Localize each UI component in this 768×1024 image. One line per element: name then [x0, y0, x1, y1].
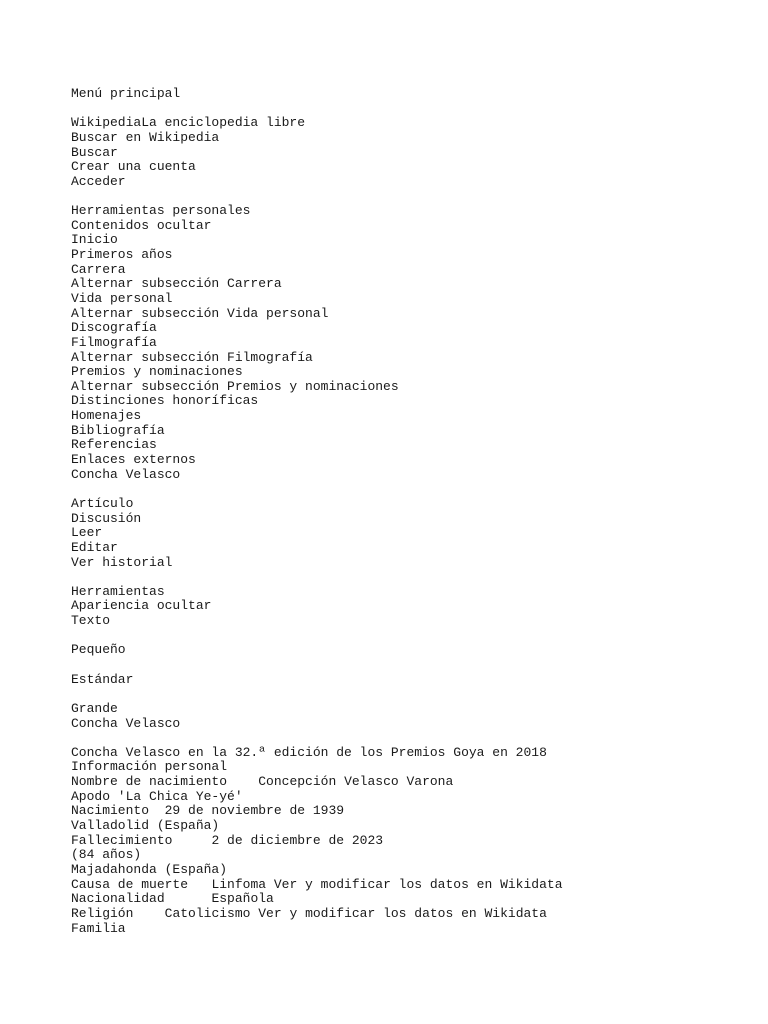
infobox-row-religion [71, 907, 761, 922]
toc-toggle-carrera[interactable]: Alternar subsección Carrera [71, 276, 282, 292]
infobox-label: Causa de muerte [71, 876, 189, 892]
text-size-standard-option[interactable]: Estándar [71, 671, 134, 687]
infobox-value[interactable]: Linfoma Ver y modificar los datos en Wikidata [211, 876, 563, 892]
text-size-large-option[interactable]: Grande [71, 700, 118, 716]
toc-item-bibliografia[interactable]: Bibliografía [71, 422, 165, 438]
tab-edit[interactable]: Editar [71, 539, 118, 555]
infobox-death-place[interactable]: Majadahonda (España) [71, 861, 228, 877]
infobox-image-caption: Concha Velasco en la 32.ª edición de los Premios Goya en 2018 [71, 744, 547, 760]
infobox-row-death [71, 834, 761, 849]
infobox-row-birth [71, 804, 761, 819]
toc-item-premios[interactable]: Premios y nominaciones [71, 364, 243, 380]
text-size-heading: Texto [71, 613, 111, 629]
site-logo-link[interactable]: WikipediaLa enciclopedia libre [71, 115, 306, 131]
infobox-label: Religión [71, 905, 134, 921]
infobox-value[interactable]: Catolicismo Ver y modificar los datos en Wikidata [164, 905, 547, 921]
main-menu-button[interactable]: Menú principal [71, 86, 181, 101]
infobox-section-family: Familia [71, 920, 126, 936]
infobox-label: Nombre de nacimiento [71, 774, 228, 790]
spacer [71, 189, 761, 204]
infobox-label: Fallecimiento [71, 832, 173, 848]
infobox-row-birth-name [71, 775, 761, 790]
toc-toggle-premios[interactable]: Alternar subsección Premios y nominaciones [71, 378, 399, 394]
toc-item-enlaces-externos[interactable]: Enlaces externos [71, 452, 196, 468]
infobox-value: Española [211, 891, 274, 907]
toc-item-homenajes[interactable]: Homenajes [71, 408, 142, 424]
tab-history[interactable]: Ver historial [71, 554, 173, 570]
spacer [71, 629, 761, 644]
tab-discussion[interactable]: Discusión [71, 510, 142, 526]
personal-tools-menu[interactable]: Herramientas personales [71, 203, 251, 219]
toc-toggle-vida-personal[interactable]: Alternar subsección Vida personal [71, 305, 329, 321]
toc-item-referencias[interactable]: Referencias [71, 437, 157, 453]
infobox-value: Concepción Velasco Varona [258, 774, 454, 790]
tab-read[interactable]: Leer [71, 525, 103, 541]
page-content [71, 87, 761, 936]
login-link[interactable]: Acceder [71, 173, 126, 189]
article-title: Concha Velasco [71, 715, 181, 731]
spacer [71, 570, 761, 585]
infobox-label: Nacionalidad [71, 891, 165, 907]
infobox-row-nickname: Apodo 'La Chica Ye-yé' [71, 788, 243, 804]
toc-item-inicio[interactable]: Inicio [71, 232, 118, 248]
toc-hide-toggle[interactable]: Contenidos ocultar [71, 217, 212, 233]
infobox-row-nationality [71, 892, 761, 907]
infobox-value[interactable]: 2 de diciembre de 2023 [211, 832, 384, 848]
spacer [71, 687, 761, 702]
search-input[interactable]: Buscar en Wikipedia [71, 129, 220, 145]
text-size-small-option[interactable]: Pequeño [71, 642, 126, 658]
toc-item-primeros-anos[interactable]: Primeros años [71, 247, 173, 263]
infobox-section-personal: Información personal [71, 759, 228, 775]
search-button[interactable]: Buscar [71, 144, 118, 160]
create-account-link[interactable]: Crear una cuenta [71, 159, 196, 175]
toc-page-title: Concha Velasco [71, 466, 181, 482]
infobox-row-cause [71, 878, 761, 893]
infobox-birth-place[interactable]: Valladolid (España) [71, 818, 220, 834]
infobox-value[interactable]: 29 de noviembre de 1939 [164, 803, 345, 819]
tab-article[interactable]: Artículo [71, 495, 134, 511]
infobox-label: Nacimiento [71, 803, 150, 819]
spacer [71, 102, 761, 117]
toc-item-filmografia[interactable]: Filmografía [71, 334, 157, 350]
infobox-death-age: (84 años) [71, 847, 142, 863]
appearance-hide-toggle[interactable]: Apariencia ocultar [71, 598, 212, 614]
spacer [71, 731, 761, 746]
spacer [71, 482, 761, 497]
toc-toggle-filmografia[interactable]: Alternar subsección Filmografía [71, 349, 313, 365]
tools-menu[interactable]: Herramientas [71, 583, 165, 599]
toc-item-carrera[interactable]: Carrera [71, 261, 126, 277]
spacer [71, 658, 761, 673]
toc-item-vida-personal[interactable]: Vida personal [71, 290, 173, 306]
toc-item-distinciones[interactable]: Distinciones honoríficas [71, 393, 259, 409]
toc-item-discografia[interactable]: Discografía [71, 320, 157, 336]
